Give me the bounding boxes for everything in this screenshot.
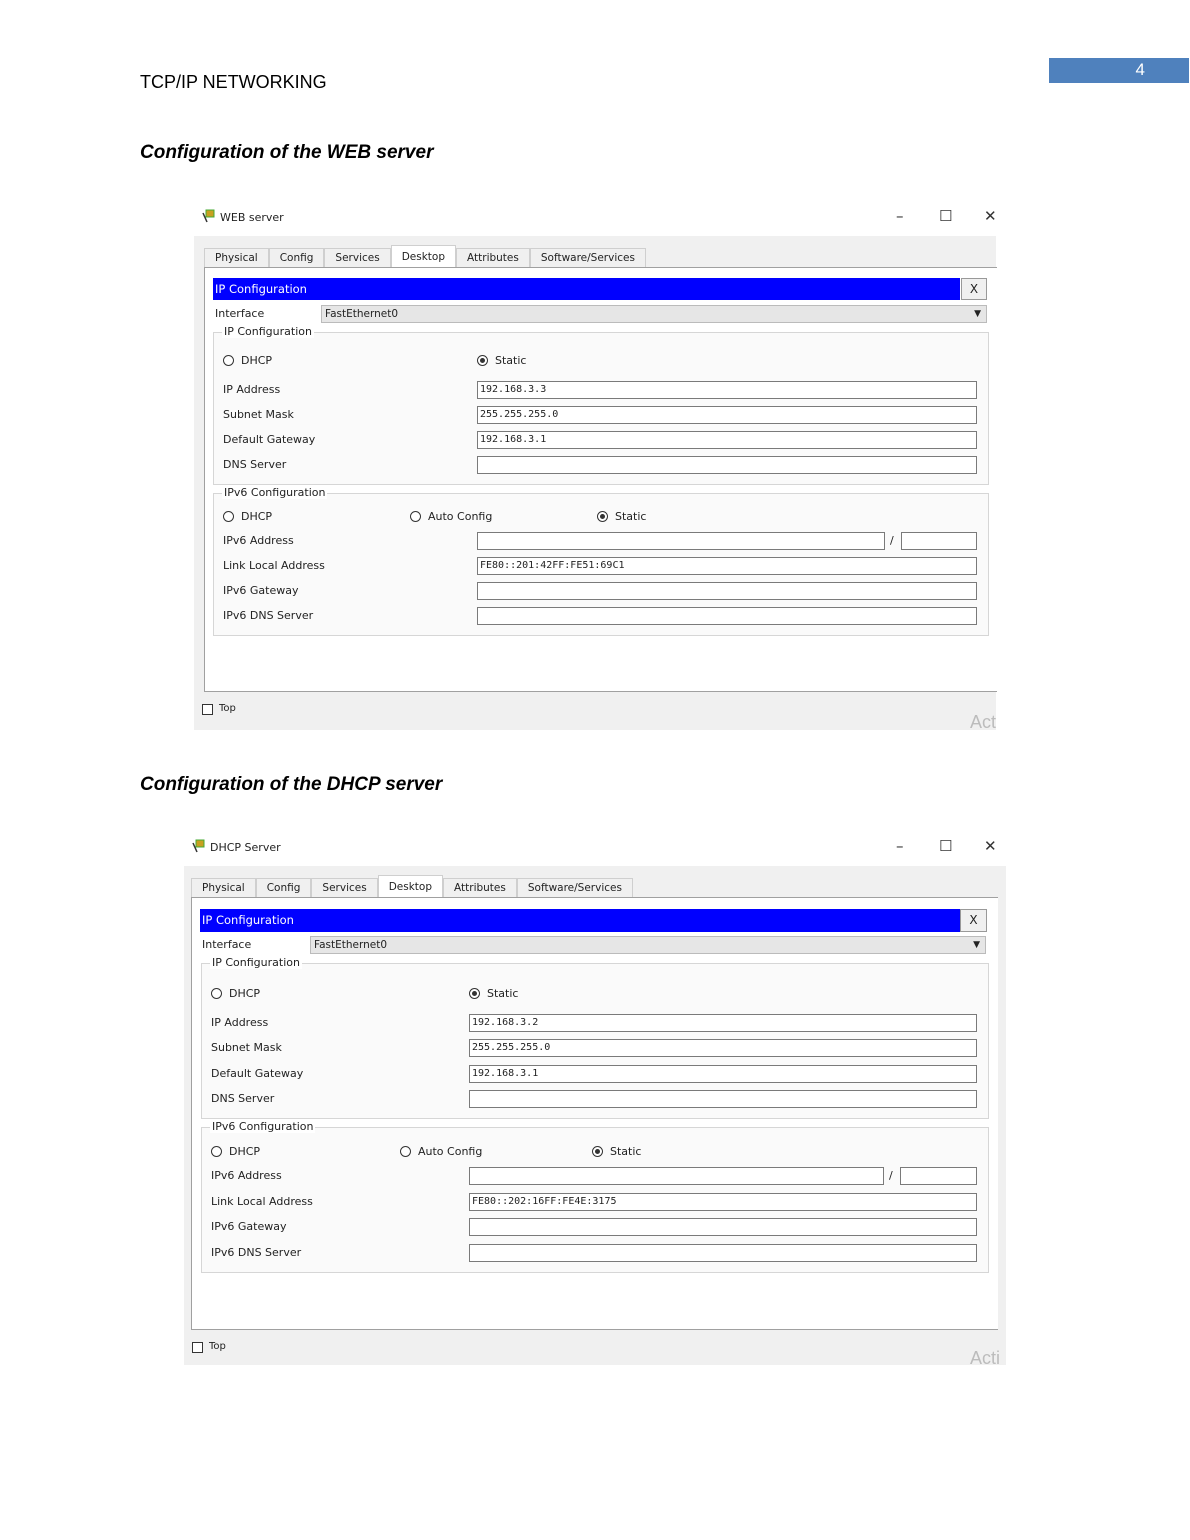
dns-server-label: DNS Server (211, 1092, 275, 1105)
ipv6-auto-config-radio[interactable] (410, 511, 421, 522)
window-title: DHCP Server (210, 841, 281, 854)
default-gateway-label: Default Gateway (211, 1067, 304, 1080)
prefix-slash: / (889, 1169, 893, 1182)
dropdown-arrow-icon: ▼ (974, 309, 981, 319)
ipv6-dhcp-label: DHCP (241, 510, 273, 523)
group-title: IP Configuration (224, 325, 312, 338)
top-checkbox[interactable] (192, 1342, 203, 1353)
activate-watermark: Act (970, 712, 997, 732)
interface-value: FastEthernet0 (325, 308, 399, 320)
tab-desktop[interactable]: Desktop (391, 245, 456, 267)
ipv6-dhcp-label: DHCP (229, 1145, 261, 1158)
ipv6-dhcp-radio[interactable] (223, 511, 234, 522)
subnet-mask-label: Subnet Mask (211, 1041, 282, 1054)
ipv4-dhcp-radio[interactable] (223, 355, 234, 366)
tab-config[interactable]: Config (269, 248, 325, 267)
top-checkbox[interactable] (202, 704, 213, 715)
tab-software-services[interactable]: Software/Services (517, 878, 633, 897)
tab-desktop[interactable]: Desktop (378, 875, 443, 897)
ipv6-static-label: Static (615, 510, 647, 523)
web-server-window (194, 207, 997, 732)
minimize-button[interactable]: – (896, 207, 904, 225)
ipv6-auto-config-label: Auto Config (418, 1145, 483, 1158)
window-title: WEB server (220, 211, 284, 224)
link-local-address-label: Link Local Address (223, 559, 325, 572)
tab-attributes[interactable]: Attributes (443, 878, 517, 897)
dhcp-server-window (184, 837, 1006, 1368)
server-app-icon (191, 839, 205, 853)
top-label: Top (219, 703, 236, 714)
ipv6-address-input[interactable] (477, 532, 885, 550)
tab-attributes[interactable]: Attributes (456, 248, 530, 267)
subnet-mask-input[interactable]: 255.255.255.0 (477, 406, 977, 424)
ipv6-static-radio[interactable] (597, 511, 608, 522)
page-number-badge: 4 (1049, 58, 1189, 83)
activate-watermark: Acti (970, 1348, 1001, 1368)
ipv4-dhcp-radio[interactable] (211, 988, 222, 999)
close-button[interactable]: ✕ (984, 837, 997, 855)
tab-services[interactable]: Services (324, 248, 390, 267)
ipv6-address-input[interactable] (469, 1167, 884, 1185)
server-app-icon (201, 209, 215, 223)
title-bar (194, 206, 996, 230)
ipv6-static-label: Static (610, 1145, 642, 1158)
tab-physical[interactable]: Physical (191, 878, 256, 897)
caption-dhcp-server: Configuration of the DHCP server (140, 774, 443, 795)
subnet-mask-input[interactable]: 255.255.255.0 (469, 1039, 977, 1057)
ipv6-dhcp-radio[interactable] (211, 1146, 222, 1157)
ip-configuration-titlebar: IP Configuration (213, 278, 960, 300)
ipv6-dns-server-label: IPv6 DNS Server (211, 1246, 302, 1259)
group-title: IP Configuration (212, 956, 300, 969)
interface-select[interactable] (321, 305, 987, 323)
link-local-address-input[interactable]: FE80::201:42FF:FE51:69C1 (477, 557, 977, 575)
dns-server-input[interactable] (469, 1090, 977, 1108)
ipv4-static-radio[interactable] (469, 988, 480, 999)
ipv4-static-label: Static (495, 354, 527, 367)
ipv4-dhcp-label: DHCP (241, 354, 273, 367)
interface-label: Interface (215, 307, 265, 320)
panel-close-button[interactable]: X (960, 909, 987, 932)
prefix-slash: / (890, 534, 894, 547)
link-local-address-label: Link Local Address (211, 1195, 313, 1208)
group-title: IPv6 Configuration (224, 486, 326, 499)
ipv6-dns-server-input[interactable] (477, 607, 977, 625)
ipv6-auto-config-label: Auto Config (428, 510, 493, 523)
ipv6-prefix-input[interactable] (901, 532, 977, 550)
ipv6-static-radio[interactable] (592, 1146, 603, 1157)
ipv6-dns-server-input[interactable] (469, 1244, 977, 1262)
ipv4-static-radio[interactable] (477, 355, 488, 366)
link-local-address-input[interactable]: FE80::202:16FF:FE4E:3175 (469, 1193, 977, 1211)
subnet-mask-label: Subnet Mask (223, 408, 294, 421)
ip-address-input[interactable]: 192.168.3.3 (477, 381, 977, 399)
ipv6-gateway-label: IPv6 Gateway (211, 1220, 287, 1233)
group-title: IPv6 Configuration (212, 1120, 314, 1133)
default-gateway-label: Default Gateway (223, 433, 316, 446)
close-button[interactable]: ✕ (984, 207, 997, 225)
caption-web-server: Configuration of the WEB server (140, 142, 434, 163)
ipv6-prefix-input[interactable] (900, 1167, 977, 1185)
tab-services[interactable]: Services (311, 878, 377, 897)
tab-physical[interactable]: Physical (204, 248, 269, 267)
default-gateway-input[interactable]: 192.168.3.1 (477, 431, 977, 449)
maximize-button[interactable]: ☐ (939, 207, 953, 225)
ipv6-dns-server-label: IPv6 DNS Server (223, 609, 314, 622)
ipv6-gateway-label: IPv6 Gateway (223, 584, 299, 597)
tab-bar (191, 878, 633, 897)
ip-address-input[interactable]: 192.168.3.2 (469, 1014, 977, 1032)
ipv6-auto-config-radio[interactable] (400, 1146, 411, 1157)
ipv6-gateway-input[interactable] (469, 1218, 977, 1236)
tab-software-services[interactable]: Software/Services (530, 248, 646, 267)
ipv4-dhcp-label: DHCP (229, 987, 261, 1000)
interface-select[interactable] (310, 936, 986, 954)
dns-server-label: DNS Server (223, 458, 287, 471)
panel-close-button[interactable]: X (961, 278, 987, 300)
interface-label: Interface (202, 938, 252, 951)
ip-address-label: IP Address (211, 1016, 269, 1029)
tab-bar (204, 248, 646, 267)
dropdown-arrow-icon: ▼ (973, 940, 980, 950)
ip-configuration-titlebar: IP Configuration (200, 909, 960, 932)
ip-address-label: IP Address (223, 383, 281, 396)
tab-config[interactable]: Config (256, 878, 312, 897)
ipv6-address-label: IPv6 Address (211, 1169, 282, 1182)
ipv6-address-label: IPv6 Address (223, 534, 294, 547)
interface-value: FastEthernet0 (314, 939, 388, 951)
maximize-button[interactable]: ☐ (939, 837, 953, 855)
ipv4-static-label: Static (487, 987, 519, 1000)
title-bar (184, 836, 1006, 860)
running-header: TCP/IP NETWORKING (140, 72, 327, 92)
default-gateway-input[interactable]: 192.168.3.1 (469, 1065, 977, 1083)
top-label: Top (209, 1341, 226, 1352)
minimize-button[interactable]: – (896, 837, 904, 855)
dns-server-input[interactable] (477, 456, 977, 474)
ipv6-gateway-input[interactable] (477, 582, 977, 600)
